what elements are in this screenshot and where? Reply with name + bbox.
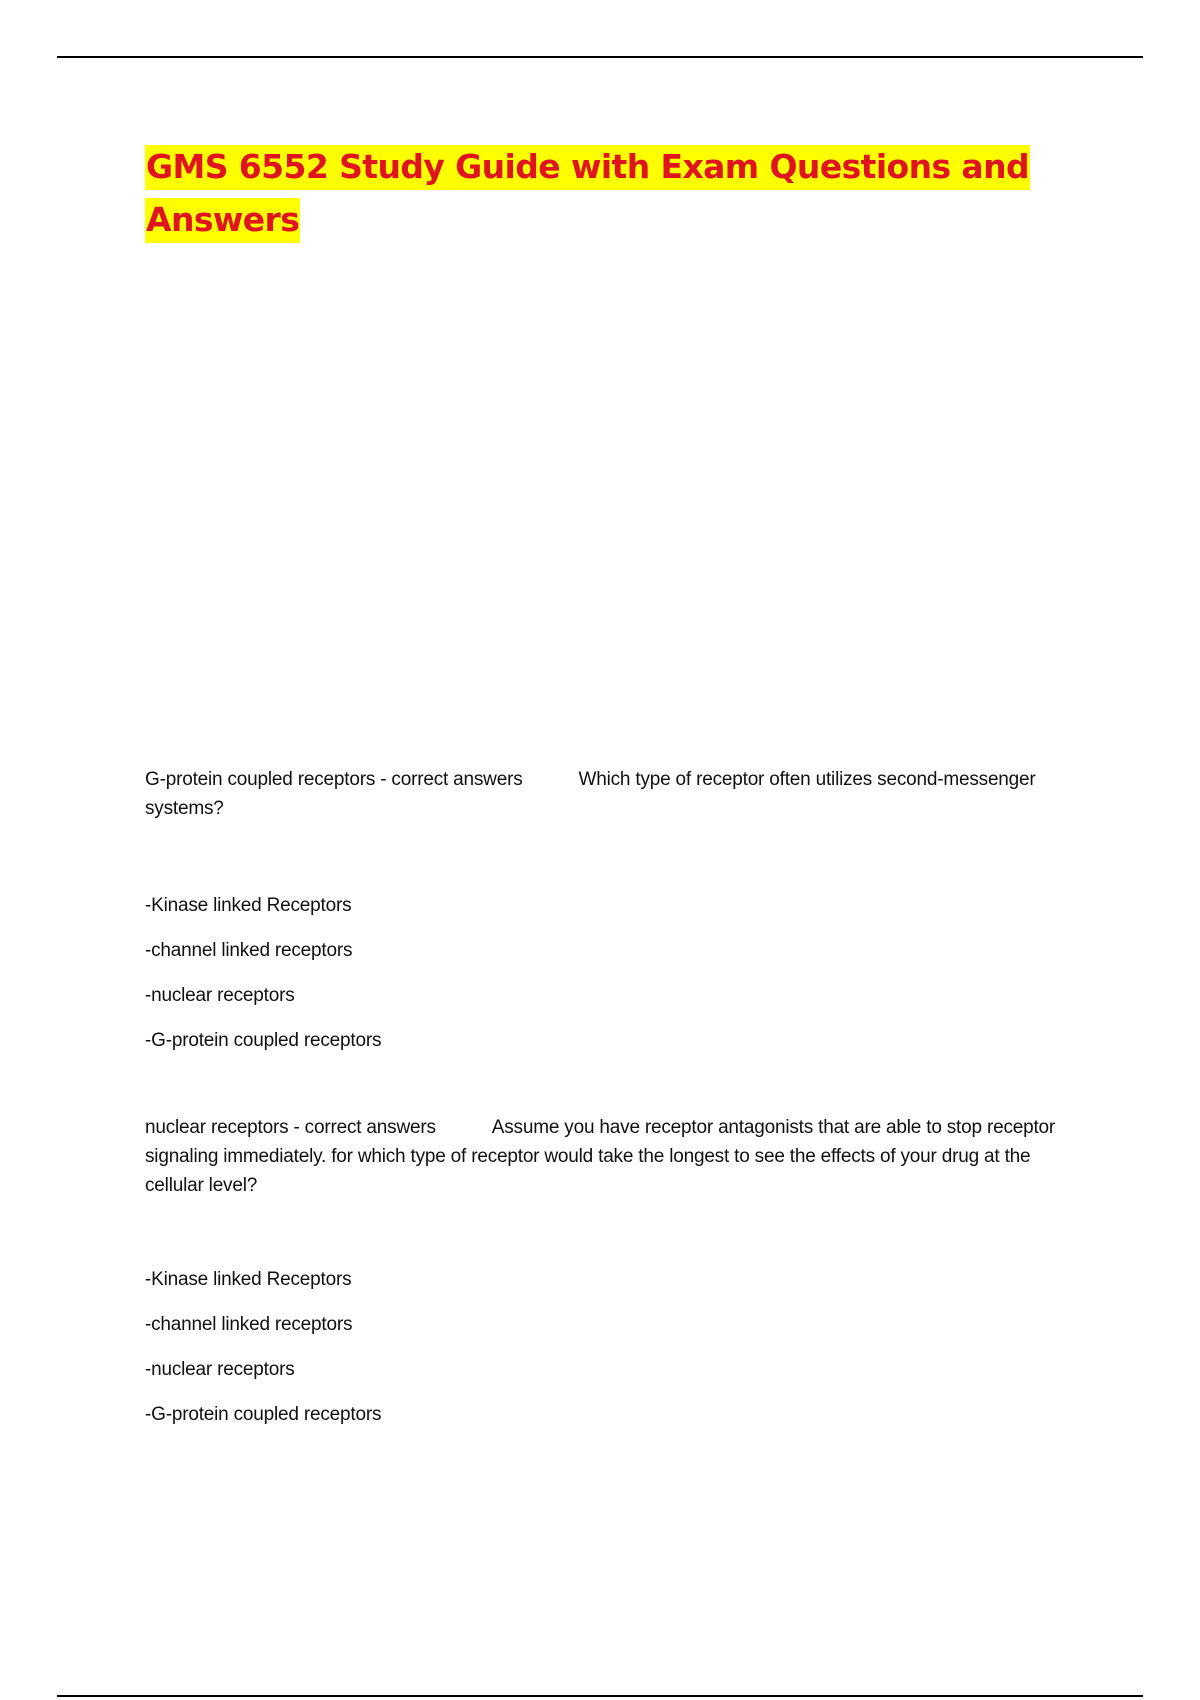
question-block-1 xyxy=(145,765,1070,1072)
correct-answer-text: G-protein coupled receptors - correct answers xyxy=(145,769,523,790)
answer-option: -channel linked receptors xyxy=(145,1314,353,1335)
title-highlight: GMS 6552 Study Guide with Exam Questions and Answers xyxy=(145,145,1030,243)
document-title xyxy=(145,140,1045,246)
question-text: Assume you have receptor antagonists that are able to stop receptor signaling immediately. for which type of receptor would take the longest to see the effects of your drug at the cellular level? xyxy=(145,1117,1056,1196)
answer-option: -G-protein coupled receptors xyxy=(145,1404,382,1425)
answer-option: -channel linked receptors xyxy=(145,940,353,961)
answer-option: -nuclear receptors xyxy=(145,985,295,1006)
answer-option: -G-protein coupled receptors xyxy=(145,1030,382,1051)
answer-options-list xyxy=(145,892,1070,1072)
answer-option: -Kinase linked Receptors xyxy=(145,1269,352,1290)
answer-option: -nuclear receptors xyxy=(145,1359,295,1380)
question-block-2 xyxy=(145,1113,1070,1446)
question-paragraph xyxy=(145,765,1070,823)
header-rule xyxy=(57,56,1143,58)
correct-answer-text: nuclear receptors - correct answers xyxy=(145,1117,436,1138)
answer-options-list xyxy=(145,1266,1070,1446)
question-text: Which type of receptor often utilizes second-messenger systems? xyxy=(145,769,1036,819)
answer-option: -Kinase linked Receptors xyxy=(145,895,352,916)
footer-rule xyxy=(57,1695,1143,1697)
question-paragraph xyxy=(145,1113,1070,1200)
